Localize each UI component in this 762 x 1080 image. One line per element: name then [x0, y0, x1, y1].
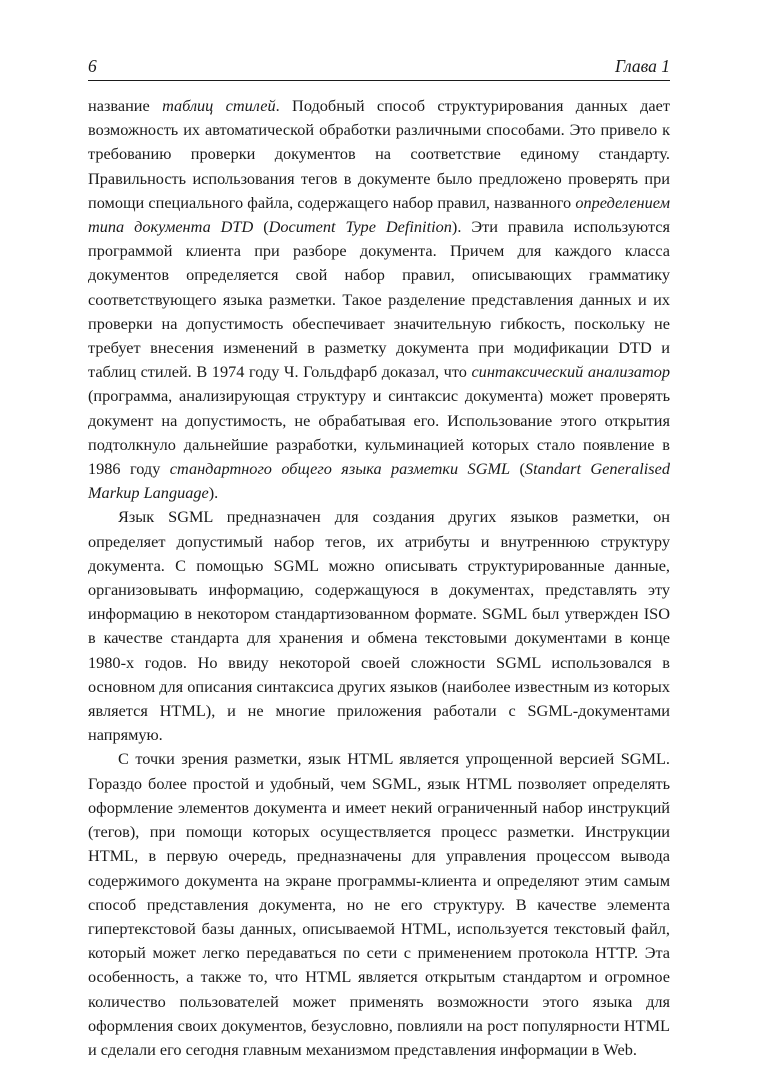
text-run: Язык SGML предназначен для создания других языков разметки, он определяет допустимый набор тегов, их атрибуты и внутреннюю структуру документа. С помощью SGML можно описывать структурированные данные, организовывать информацию, содержащуюся в документах, представлять эту информацию в некотором стандартизованном формате. SGML был утвержден ISO в качестве стандарта для хранения и обмена текстовыми документами в конце 1980-х годов. Но ввиду некоторой своей сложности SGML использовался в основном для описания синтаксиса других языков (наиболее известным из которых является HTML), и не многие приложения работали с SGML-документами напрямую. [88, 507, 670, 745]
text-run: (программа, анализирующая структуру и синтаксис документа) может проверять документ на допустимость, не обрабатывая его. Использование этого открытия подтолкнуло дальнейшие разработки, кульминацией которых стало появление в 1986 году [88, 386, 670, 479]
text-run: С точки зрения разметки, язык HTML является упрощенной версией SGML. Гораздо более простой и удобный, чем SGML, язык HTML позволяет определять оформление элементов документа и имеет некий ограниченный набор инструкций (тегов), при помощи которых осуществляется процесс разметки. Инструкции HTML, в первую очередь, предназначены для управления процессом вывода содержимого документа на экране программы-клиента и определяют этим самым способ представления документа, но не его структуру. В качестве элемента гипертекстовой базы данных, описываемой HTML, используется текстовый файл, который может легко передаваться по сети с применением протокола HTTP. Эта особенность, а также то, что HTML является открытым стандартом и огромное количество пользователей может применять возможности этого языка для оформления своих документов, безусловно, повлияли на рост популярности HTML и сделали его сегодня главным механизмом представления информации в Web. [88, 749, 670, 1059]
text-run: ). Эти правила используются программой клиента при разборе документа. Причем для каждого класса документов определяется свой набор правил, описывающих грамматику соответствующего языка разметки. Такое разделение представления данных и их проверки на допустимость обеспечивает значительную гибкость, поскольку не требует внесения изменений в разметку документа при модификации DTD и таблиц стилей. В 1974 году Ч. Гольдфарб доказал, что [88, 217, 670, 382]
italic-term: определением типа документа DTD [88, 192, 670, 237]
text-run: название [88, 96, 163, 115]
paragraph-3 [88, 747, 670, 1062]
chapter-title: Глава 1 [615, 56, 670, 76]
paragraph-2 [88, 505, 670, 747]
body-text [88, 94, 670, 1062]
text-run: . Подобный способ структурирования данных дает возможность их автоматической обработки различными способами. Это привело к требованию проверки документов на соответствие единому стандарту. Правильность использования тегов в документе было предложено проверять при помощи специального файла, содержащего набор правил, названного [88, 96, 670, 212]
text-run: ( [253, 217, 269, 237]
italic-term: Standart Generalised Markup Language [88, 459, 670, 503]
text-run: ). [208, 483, 219, 503]
paragraph-1 [88, 94, 670, 505]
italic-term: синтаксический анализатор [471, 362, 670, 382]
italic-term: Document Type Definition [268, 217, 452, 237]
text-run: ( [510, 459, 525, 479]
running-header [88, 56, 670, 81]
italic-term: таблиц стилей [162, 96, 276, 115]
italic-term: стандартного общего языка разметки SGML [169, 459, 511, 479]
book-page [88, 56, 670, 1062]
page-number: 6 [88, 56, 97, 76]
